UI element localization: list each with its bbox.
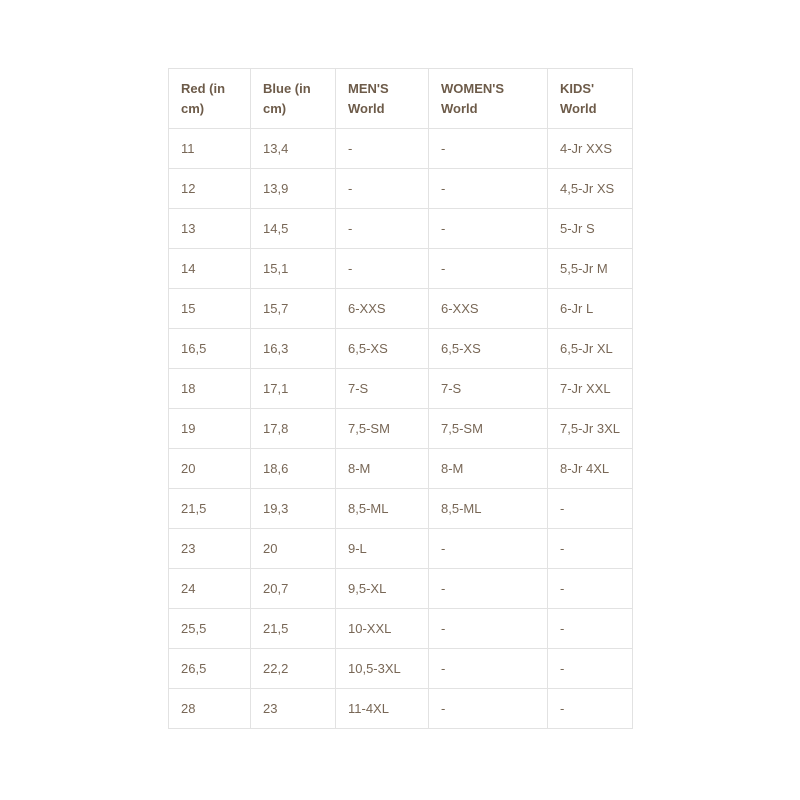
table-row [169,409,633,449]
table-row [169,649,633,689]
table-cell: 18,6 [251,449,336,489]
table-cell: 28 [169,689,251,729]
table-cell: 9,5-XL [336,569,429,609]
table-row [169,249,633,289]
table-cell: - [336,169,429,209]
table-cell: 9-L [336,529,429,569]
table-cell: 5-Jr S [548,209,633,249]
table-cell: - [548,569,633,609]
table-row [169,489,633,529]
table-cell: 17,8 [251,409,336,449]
table-cell: 11 [169,129,251,169]
table-cell: 7-S [336,369,429,409]
table-cell: - [336,249,429,289]
table-cell: 14,5 [251,209,336,249]
table-cell: - [429,569,548,609]
table-cell: - [429,169,548,209]
column-header: Red (in cm) [169,69,251,129]
table-cell: - [429,129,548,169]
table-cell: 18 [169,369,251,409]
table-cell: - [429,649,548,689]
table-row [169,529,633,569]
table-cell: 8,5-ML [429,489,548,529]
column-header: MEN'S World [336,69,429,129]
table-cell: 7-S [429,369,548,409]
table-cell: - [548,649,633,689]
size-table-container [168,68,633,729]
table-cell: 15 [169,289,251,329]
table-cell: 6-Jr L [548,289,633,329]
table-cell: 20 [169,449,251,489]
table-cell: 8,5-ML [336,489,429,529]
table-cell: 16,3 [251,329,336,369]
table-row [169,289,633,329]
table-cell: 12 [169,169,251,209]
table-cell: 6,5-XS [429,329,548,369]
table-cell: 15,7 [251,289,336,329]
table-cell: 19,3 [251,489,336,529]
table-row [169,369,633,409]
table-cell: 13 [169,209,251,249]
table-cell: 10,5-3XL [336,649,429,689]
table-row [169,129,633,169]
table-cell: 16,5 [169,329,251,369]
table-cell: 8-M [429,449,548,489]
table-row [169,609,633,649]
table-row [169,329,633,369]
table-cell: 6-XXS [336,289,429,329]
table-cell: 23 [169,529,251,569]
table-row [169,689,633,729]
table-cell: - [429,609,548,649]
table-cell: 6,5-XS [336,329,429,369]
table-cell: 20 [251,529,336,569]
table-cell: 6-XXS [429,289,548,329]
table-cell: 26,5 [169,649,251,689]
table-cell: 4-Jr XXS [548,129,633,169]
table-cell: 10-XXL [336,609,429,649]
table-cell: 15,1 [251,249,336,289]
table-cell: - [548,529,633,569]
table-cell: 20,7 [251,569,336,609]
table-cell: 5,5-Jr M [548,249,633,289]
table-cell: - [429,529,548,569]
table-cell: 8-M [336,449,429,489]
table-cell: - [336,129,429,169]
table-cell: - [429,209,548,249]
table-cell: 13,9 [251,169,336,209]
table-cell: 22,2 [251,649,336,689]
table-cell: - [548,689,633,729]
size-conversion-table [168,68,633,729]
table-cell: 25,5 [169,609,251,649]
table-cell: 8-Jr 4XL [548,449,633,489]
table-cell: - [429,249,548,289]
table-cell: - [548,489,633,529]
table-cell: 19 [169,409,251,449]
column-header: KIDS' World [548,69,633,129]
table-cell: 4,5-Jr XS [548,169,633,209]
table-cell: 11-4XL [336,689,429,729]
table-row [169,569,633,609]
table-body [169,129,633,729]
table-cell: - [336,209,429,249]
table-row [169,449,633,489]
table-cell: 7,5-Jr 3XL [548,409,633,449]
table-cell: 6,5-Jr XL [548,329,633,369]
column-header: Blue (in cm) [251,69,336,129]
table-cell: 7,5-SM [336,409,429,449]
column-header: WOMEN'S World [429,69,548,129]
table-cell: 24 [169,569,251,609]
table-cell: 17,1 [251,369,336,409]
table-cell: 23 [251,689,336,729]
table-row [169,169,633,209]
table-cell: 21,5 [169,489,251,529]
table-cell: 14 [169,249,251,289]
table-cell: 7-Jr XXL [548,369,633,409]
table-cell: 21,5 [251,609,336,649]
table-row [169,209,633,249]
table-cell: 7,5-SM [429,409,548,449]
table-cell: - [429,689,548,729]
table-cell: 13,4 [251,129,336,169]
table-header-row [169,69,633,129]
table-cell: - [548,609,633,649]
